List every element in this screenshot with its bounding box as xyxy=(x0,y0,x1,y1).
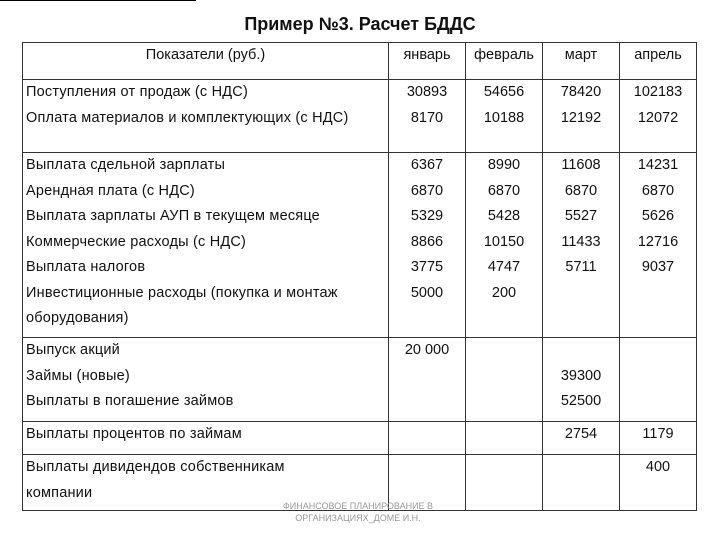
values-text: 102183 12072 xyxy=(633,84,683,126)
month-january: январь xyxy=(389,43,466,80)
labels-text: Выплата сдельной зарплаты Арендная плата (с НДС) Выплата зарплаты АУП в текущем месяце Коммерческие расходы (с НДС) Выплата налогов Инвестиционные расходы (покупка и монтаж оборудования) xyxy=(26,157,338,326)
value-cell xyxy=(466,153,543,338)
value-cell xyxy=(543,422,620,455)
month-april: апрель xyxy=(620,43,697,80)
row-labels xyxy=(23,338,389,422)
row-labels xyxy=(23,422,389,455)
row-labels xyxy=(23,80,389,153)
value-cell xyxy=(543,80,620,153)
value-cell xyxy=(466,422,543,455)
value-cell xyxy=(620,455,697,511)
month-february: февраль xyxy=(466,43,543,80)
values-text: 400 xyxy=(645,459,671,475)
values-text: 11608 6870 5527 11433 5711 xyxy=(561,157,601,275)
table-row xyxy=(23,338,697,422)
value-cell xyxy=(620,422,697,455)
value-cell xyxy=(389,80,466,153)
footer-watermark: ФИНАНСОВОЕ ПЛАНИРОВАНИЕ В ОРГАНИЗАЦИЯХ_ДОМЕ И.Н. xyxy=(282,501,434,523)
value-cell xyxy=(466,338,543,422)
values-text: 1179 xyxy=(642,426,674,442)
labels-text: Выплаты процентов по займам xyxy=(26,426,242,442)
values-text: 39300 52500 xyxy=(560,367,602,409)
value-cell xyxy=(620,153,697,338)
table-row xyxy=(23,80,697,153)
values-text: 30893 8170 xyxy=(406,84,448,126)
value-cell xyxy=(466,80,543,153)
top-rule xyxy=(0,0,196,1)
values-text: 20 000 xyxy=(404,342,450,358)
values-text: 6367 6870 5329 8866 3775 5000 xyxy=(410,157,444,301)
table-row xyxy=(23,153,697,338)
labels-text: Выплаты дивидендов собственникам компании xyxy=(26,459,285,501)
labels-text: Поступления от продаж (с НДС) Оплата материалов и комплектующих (с НДС) xyxy=(26,84,349,126)
values-text: 14231 6870 5626 12716 9037 xyxy=(637,157,679,275)
header-row xyxy=(23,43,697,80)
page-title: Пример №3. Расчет БДДС xyxy=(244,14,476,34)
value-cell xyxy=(389,338,466,422)
bdds-table xyxy=(22,42,697,511)
value-cell xyxy=(543,153,620,338)
table-row xyxy=(23,422,697,455)
values-text: 2754 xyxy=(564,426,598,442)
value-cell xyxy=(620,338,697,422)
row-labels xyxy=(23,153,389,338)
values-text: 78420 12192 xyxy=(560,84,602,126)
value-cell xyxy=(543,338,620,422)
value-cell xyxy=(389,422,466,455)
labels-text: Выпуск акций Займы (новые) Выплаты в погашение займов xyxy=(26,342,234,409)
header-label: Показатели (руб.) xyxy=(23,43,389,80)
values-text: 54656 10188 xyxy=(483,84,525,126)
month-march: март xyxy=(543,43,620,80)
value-cell xyxy=(466,455,543,511)
values-text: 8990 6870 5428 10150 4747 200 xyxy=(483,157,525,301)
value-cell xyxy=(543,455,620,511)
value-cell xyxy=(389,153,466,338)
value-cell xyxy=(620,80,697,153)
